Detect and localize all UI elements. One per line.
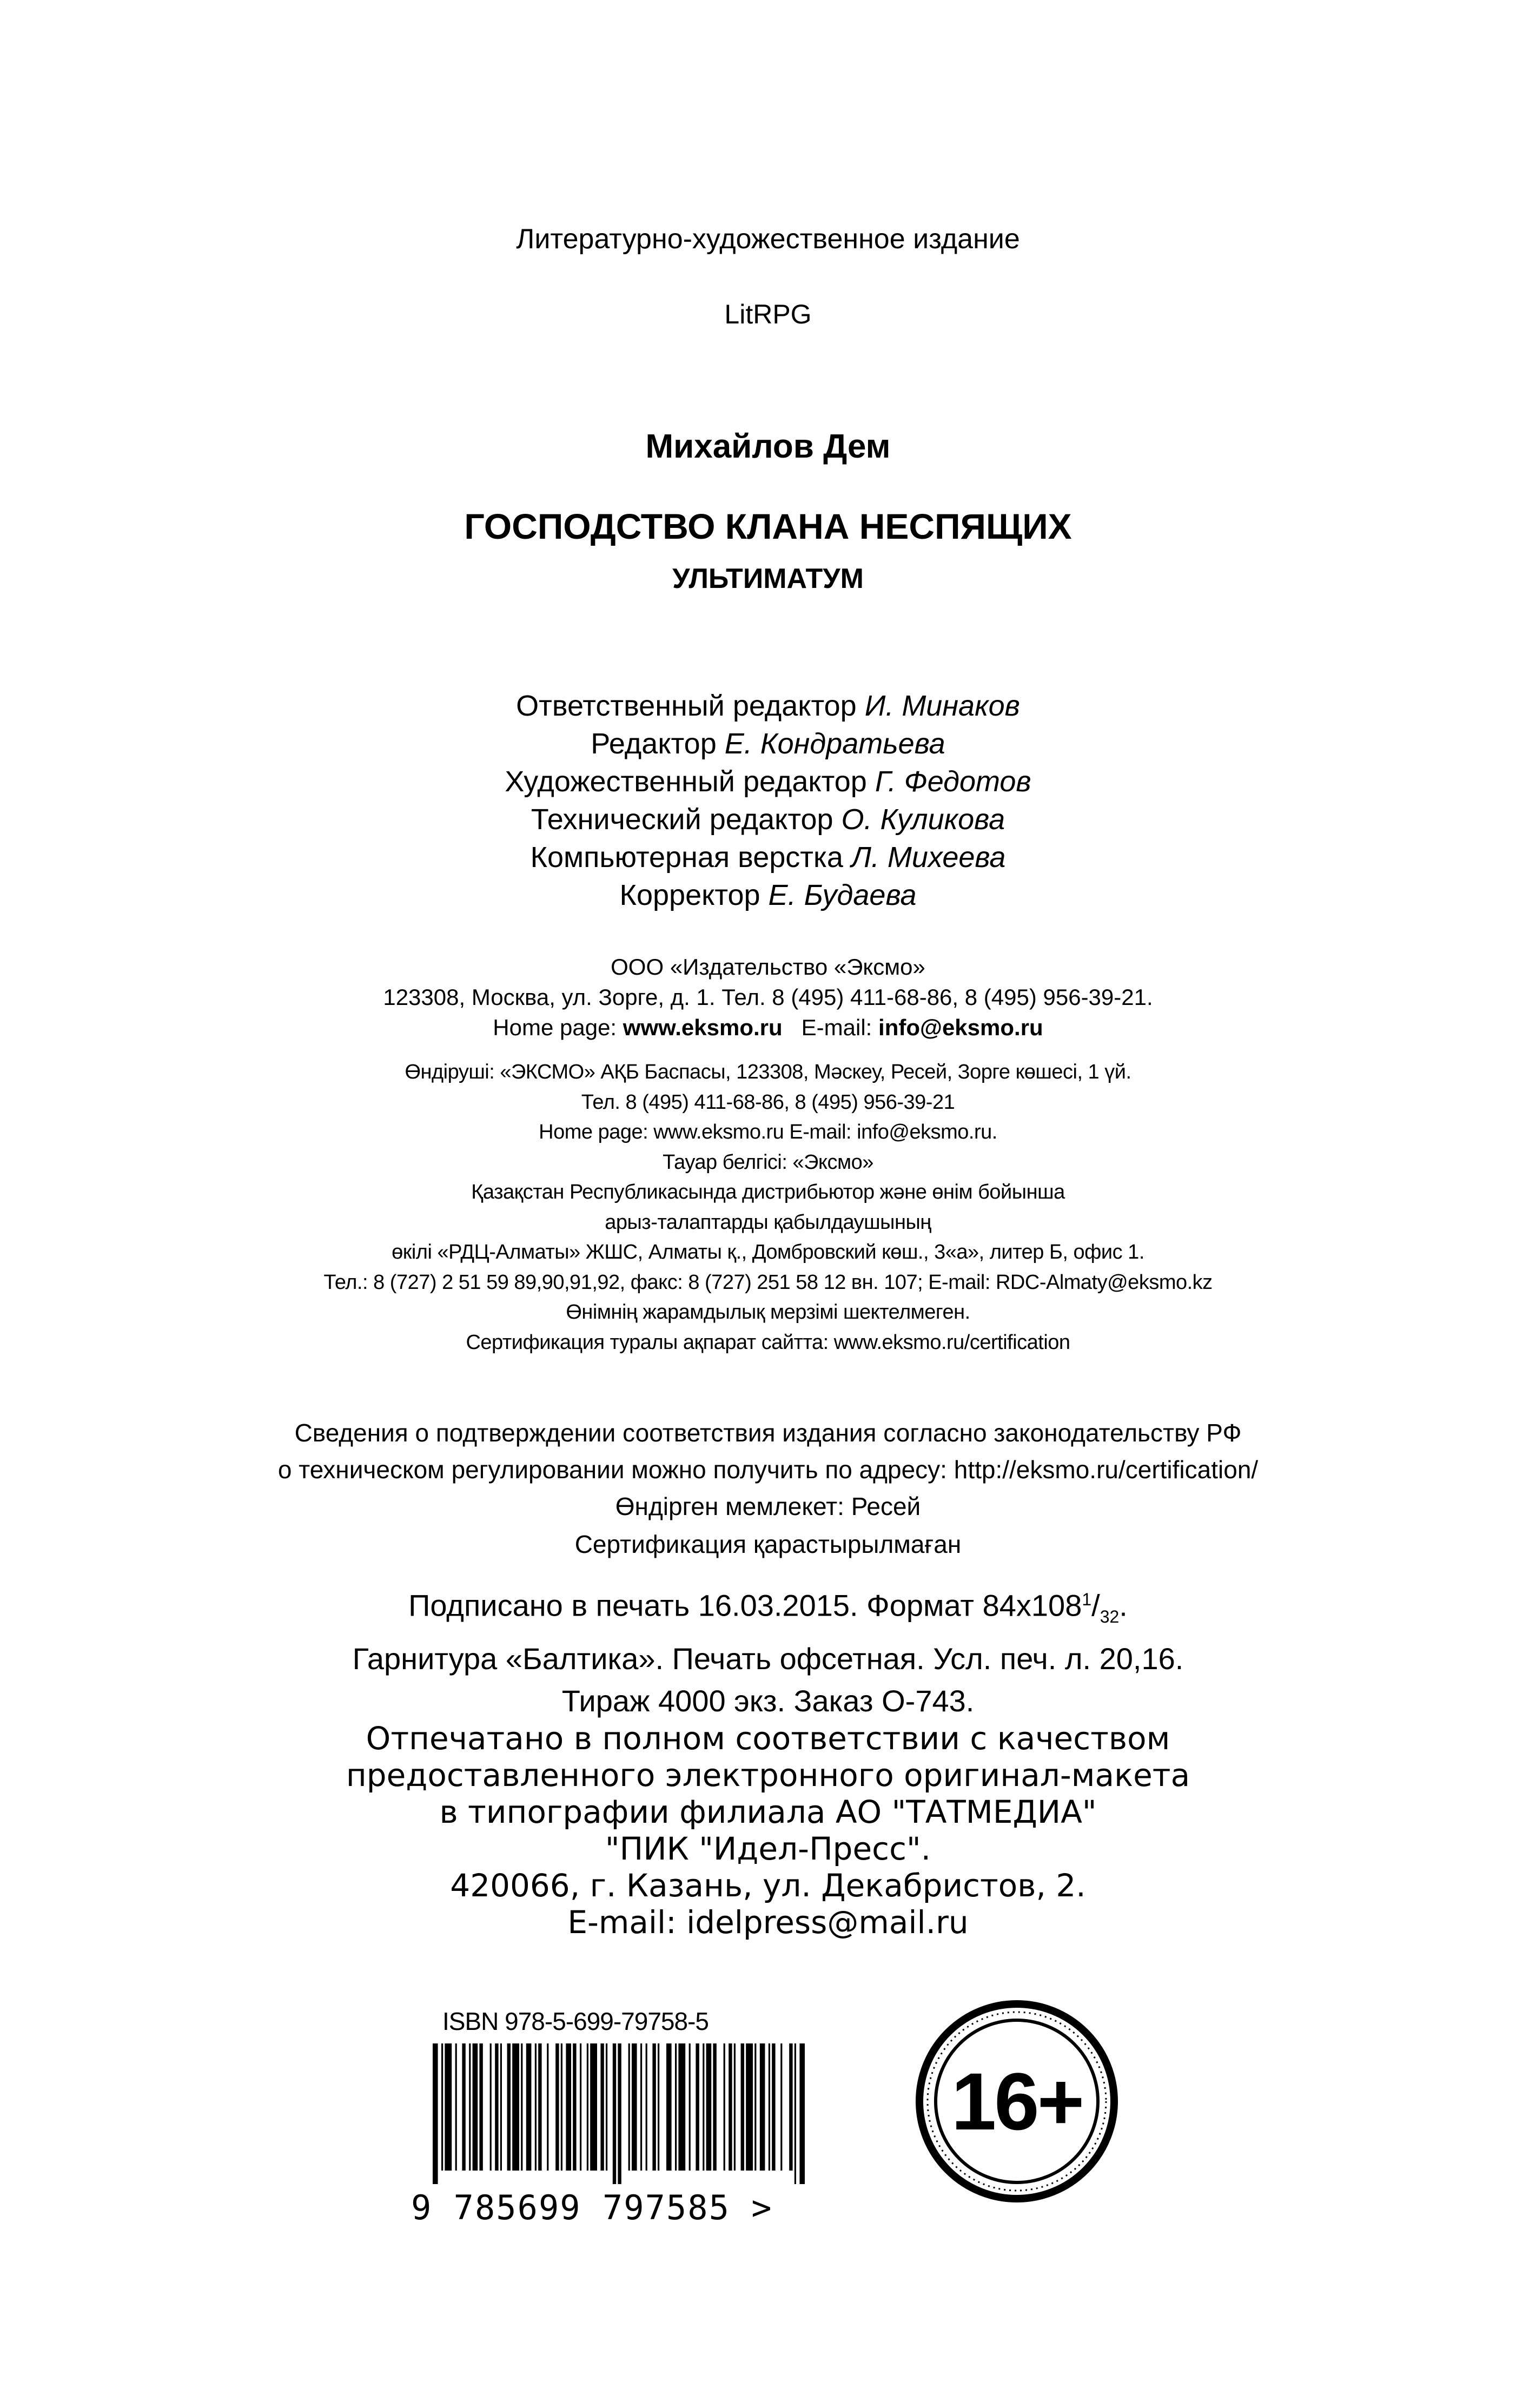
barcode-bar — [658, 2043, 659, 2171]
barcode-bar — [566, 2043, 571, 2171]
kazakh-distributor-info — [0, 1057, 1536, 1358]
barcode-bar — [618, 2043, 621, 2184]
barcode-bar — [473, 2043, 478, 2171]
barcode-bar — [652, 2043, 656, 2171]
barcode-icon — [427, 2043, 806, 2184]
age-rating-label: 16+ — [951, 2056, 1083, 2147]
cert-line: о техническом регулировании можно получить по адресу: http://eksmo.ru/certification/ — [277, 1456, 1259, 1484]
barcode-bar — [587, 2043, 588, 2171]
staff-line: Ответственный редактор И. Минаков — [516, 690, 1020, 722]
barcode-bar — [741, 2043, 744, 2171]
print-line: Гарнитура «Балтика». Печать офсетная. Усл. печ. л. 20,16. — [352, 1641, 1184, 1676]
kz-line: Тел. 8 (495) 411-68-86, 8 (495) 956-39-21 — [581, 1090, 955, 1114]
barcode-bar — [760, 2043, 765, 2171]
cert-line: Сведения о подтверждении соответствия издания согласно законодательству РФ — [294, 1419, 1242, 1447]
typo-line: E-mail: idelpress@mail.ru — [567, 1904, 969, 1941]
typo-line: "ПИК "Идел-Пресс". — [605, 1830, 931, 1867]
publisher-name: ООО «Издательство «Эксмо» — [611, 954, 925, 980]
staff-line: Художественный редактор Г. Федотов — [505, 765, 1031, 798]
barcode-bar — [696, 2043, 699, 2171]
barcode-bar — [580, 2043, 581, 2171]
barcode-bar — [507, 2043, 511, 2171]
barcode-bar — [703, 2043, 704, 2171]
publisher-contacts: Home page: www.eksmo.ru E-mail: info@eksmo.ru — [493, 1015, 1043, 1040]
staff-line: Компьютерная верстка Л. Михеева — [530, 841, 1006, 874]
print-line: Тираж 4000 экз. Заказ О-743. — [561, 1683, 975, 1718]
barcode-bar — [640, 2043, 642, 2171]
barcode-bar — [521, 2043, 522, 2171]
kz-line: Өндіруші: «ЭКСМО» АҚБ Баспасы, 123308, Мәскеу, Ресей, Зорге көшесі, 1 үй. — [405, 1061, 1131, 1083]
barcode-bar — [600, 2043, 604, 2171]
isbn-number: ISBN 978-5-699-79758-5 — [442, 2007, 709, 2035]
kz-line: арыз-талаптарды қабылдаушының — [605, 1210, 931, 1234]
series-tag: LitRPG — [724, 299, 812, 329]
barcode-bar — [462, 2043, 465, 2171]
printing-house-info — [0, 1720, 1536, 1941]
barcode-bar — [573, 2043, 576, 2171]
publisher-email-link[interactable]: info@eksmo.ru — [878, 1015, 1043, 1040]
barcode-bar — [706, 2043, 712, 2171]
barcode-bar — [500, 2043, 502, 2171]
book-title: ГОСПОДСТВО КЛАНА НЕСПЯЩИХ — [464, 506, 1072, 546]
kz-line: Тауар белгісі: «Эксмо» — [663, 1150, 873, 1174]
barcode-bar — [746, 2043, 753, 2171]
barcode-bar — [526, 2043, 532, 2171]
staff-line: Корректор Е. Будаева — [619, 879, 917, 911]
barcode-bar — [780, 2043, 782, 2171]
barcode-bar — [490, 2043, 492, 2171]
barcode-bar — [666, 2043, 672, 2171]
barcode-bar — [495, 2043, 498, 2171]
barcode-bar — [455, 2043, 457, 2171]
barcode-bar — [547, 2043, 548, 2171]
barcode-bar — [628, 2043, 630, 2171]
typo-line: Отпечатано в полном соответствии с качеством — [366, 1720, 1170, 1757]
book-subtitle: УЛЬТИМАТУМ — [672, 563, 864, 594]
barcode-bar — [678, 2043, 685, 2171]
kz-line: Өнімнің жарамдылық мерзімі шектелмеген. — [566, 1301, 970, 1324]
barcode-bar — [441, 2043, 443, 2171]
barcode-bar — [734, 2043, 736, 2171]
age-rating-badge — [914, 1999, 1120, 2204]
barcode-bar — [689, 2043, 691, 2171]
author-name: Михайлов Дем — [645, 428, 891, 465]
kz-line: Қазақстан Республикасында дистрибьютор және өнім бойынша — [471, 1181, 1065, 1203]
barcode-bar — [772, 2043, 775, 2171]
barcode-bar — [613, 2043, 616, 2184]
barcode-bar — [713, 2043, 716, 2171]
barcode-bar — [769, 2043, 770, 2171]
barcode-bar — [512, 2043, 519, 2171]
certification-kz-info — [0, 1487, 1536, 1563]
typo-line: предоставленного электронного оригинал-макета — [346, 1757, 1190, 1794]
cert-kz-line: Өндірген мемлекет: Ресей — [615, 1492, 921, 1520]
barcode-bar — [754, 2043, 756, 2171]
barcode-bar — [799, 2043, 805, 2184]
barcode-bar — [561, 2043, 562, 2171]
print-line: Подписано в печать 16.03.2015. Формат $84х108^1/_{32}$. — [408, 1588, 1128, 1626]
barcode-bar — [590, 2043, 597, 2171]
typo-line: 420066, г. Казань, ул. Декабристов, 2. — [450, 1867, 1086, 1904]
staff-line: Технический редактор О. Куликова — [531, 803, 1005, 836]
certification-info — [0, 1414, 1536, 1488]
editorial-staff — [0, 687, 1536, 914]
publisher-home-link[interactable]: www.eksmo.ru — [623, 1015, 783, 1040]
kz-line: Тел.: 8 (727) 2 51 59 89,90,91,92, факс: 8 (727) 251 58 12 вн. 107; E-mail: RDC-Almaty@eksmo.kz — [323, 1271, 1213, 1294]
kz-line: Home page: www.eksmo.ru E-mail: info@eksmo.ru. — [539, 1121, 997, 1143]
barcode-bar — [724, 2043, 725, 2171]
barcode-bar — [632, 2043, 637, 2171]
barcode-bar — [606, 2043, 607, 2171]
barcode-bar — [555, 2043, 559, 2171]
barcode-bar — [469, 2043, 471, 2171]
kz-line: өкілі «РДЦ-Алматы» ЖШС, Алматы қ., Домбровский көш., 3«а», литер Б, офис 1. — [392, 1241, 1144, 1263]
barcode-bar — [538, 2043, 541, 2171]
barcode-bar — [795, 2043, 796, 2184]
barcode-bar — [675, 2043, 677, 2171]
barcode-bar — [789, 2043, 792, 2171]
print-details — [0, 1578, 1536, 1722]
barcode-bar — [445, 2043, 452, 2171]
barcode-bar — [535, 2043, 537, 2171]
genre-line: Литературно-художественное издание — [516, 223, 1020, 255]
staff-line: Редактор Е. Кондратьева — [591, 727, 945, 760]
barcode-bar — [646, 2043, 647, 2171]
publisher-info — [0, 952, 1536, 1043]
typo-line: в типографии филиала АО "ТАТМЕДИА" — [439, 1794, 1097, 1830]
kz-line: Сертификация туралы ақпарат сайтта: www.eksmo.ru/certification — [466, 1331, 1070, 1354]
barcode-bar — [479, 2043, 482, 2171]
cert-kz-line: Сертификация қарастырылмаған — [574, 1530, 962, 1558]
barcode-bar — [729, 2043, 732, 2171]
barcode-bar — [433, 2043, 438, 2184]
publisher-address: 123308, Москва, ул. Зорге, д. 1. Тел. 8 (495) 411-68-86, 8 (495) 956-39-21. — [383, 984, 1153, 1010]
barcode-digits: 9 785699 797585 > — [411, 2188, 773, 2227]
